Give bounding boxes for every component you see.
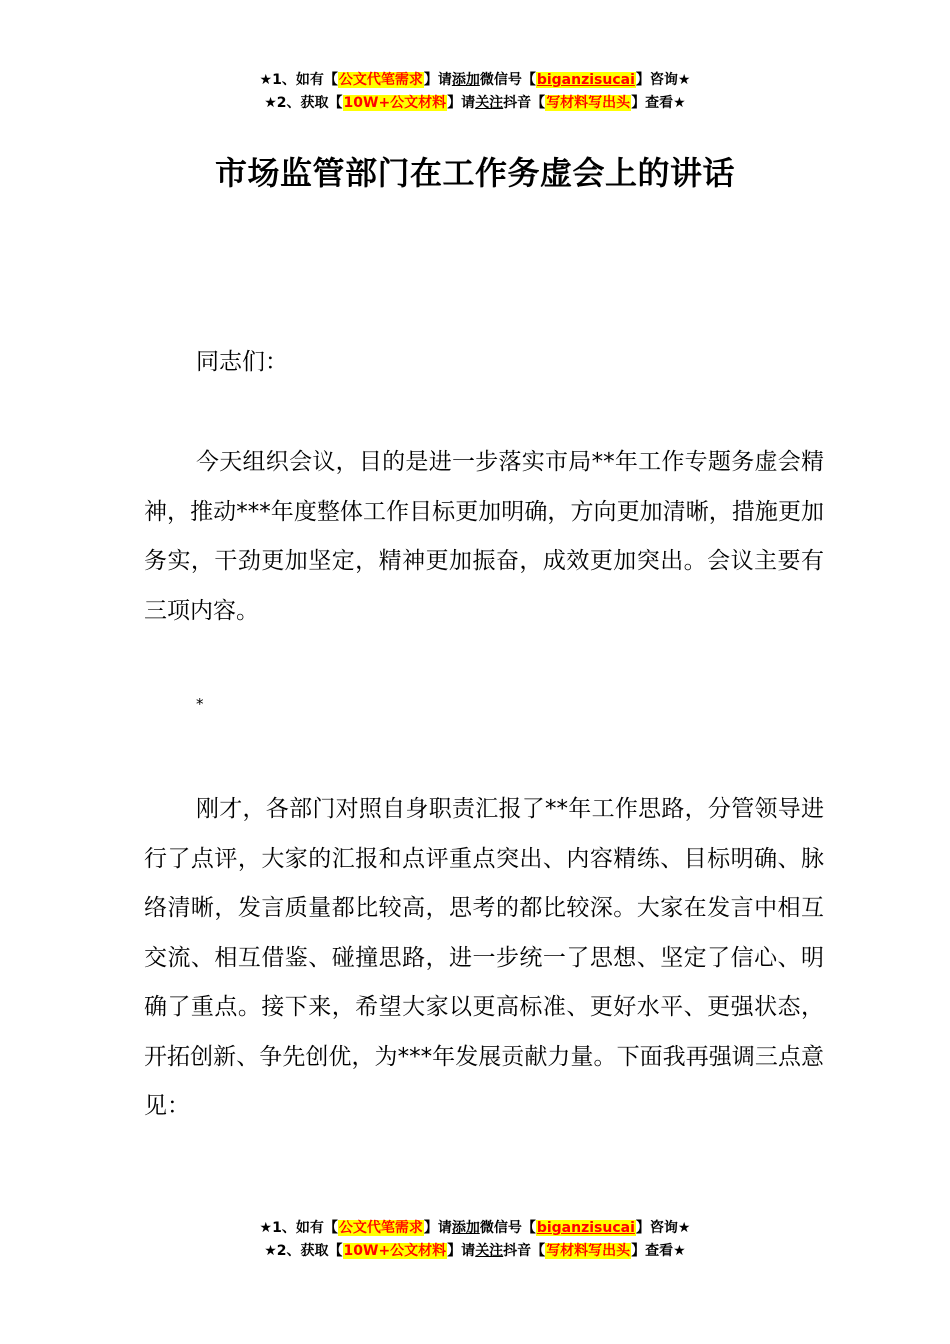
footer-line-1: ★1、如有【公文代笔需求】请添加微信号【biganzisucai】咨询★ — [259, 1220, 691, 1236]
banner-line-1: ★1、如有【公文代笔需求】请添加微信号【biganzisucai】咨询★ — [259, 72, 691, 88]
highlight-materials: 10W+公文材料 — [343, 95, 447, 111]
paragraph-1: 今天组织会议，目的是进一步落实市局**年工作专题务虚会精神，推动***年度整体工作目标更加明确，方向更加清晰，措施更加务实，干劲更加坚定，精神更加振奋，成效更加突出。会议主要有三项内容。 — [144, 449, 824, 624]
highlight-materials: 10W+公文材料 — [343, 1243, 447, 1259]
douyin-account: 写材料写出头 — [546, 1243, 631, 1259]
document-title: 市场监管部门在工作务虚会上的讲话 — [214, 154, 735, 192]
footer-banner — [0, 1217, 950, 1263]
wechat-id: biganzisucai — [536, 1220, 635, 1236]
highlight-service: 公文代笔需求 — [338, 1220, 423, 1236]
greeting: 同志们： — [196, 349, 288, 375]
separator-star: * — [196, 695, 204, 713]
banner-line-2: ★2、获取【10W+公文材料】请关注抖音【写材料写出头】查看★ — [264, 95, 686, 111]
wechat-id: biganzisucai — [536, 72, 635, 88]
paragraph-2: 刚才，各部门对照自身职责汇报了**年工作思路，分管领导进行了点评，大家的汇报和点评重点突出、内容精练、目标明确、脉络清晰，发言质量都比较高，思考的都比较深。大家在发言中相互交流、相互借鉴、碰撞思路，进一步统一了思想、坚定了信心、明确了重点。接下来，希望大家以更高标准、更好水平、更强状态，开拓创新、争先创优，为***年发展贡献力量。下面我再强调三点意见： — [144, 796, 824, 1119]
highlight-service: 公文代笔需求 — [338, 72, 423, 88]
footer-line-2: ★2、获取【10W+公文材料】请关注抖音【写材料写出头】查看★ — [264, 1243, 686, 1259]
header-banner — [0, 69, 950, 115]
douyin-account: 写材料写出头 — [546, 95, 631, 111]
